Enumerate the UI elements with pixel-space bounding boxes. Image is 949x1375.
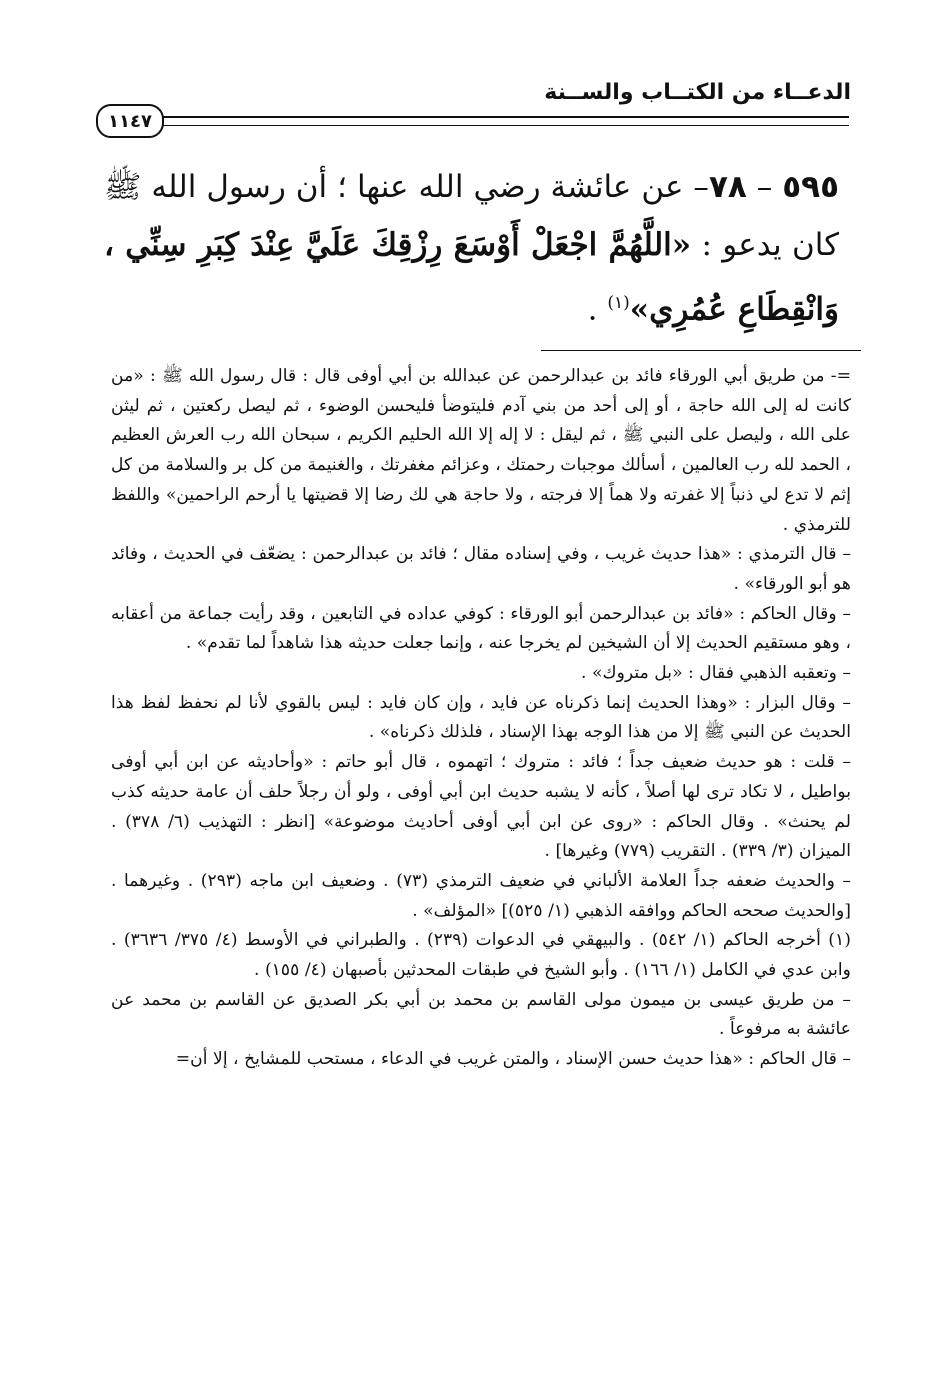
footnote-paragraph: – قال الترمذي : «هذا حديث غريب ، وفي إسناده مقال ؛ فائد بن عبدالرحمن : يضعّف في الحديث ، وفائد هو أبو الورقاء» .	[111, 544, 851, 594]
footnote-paragraph: =- من طريق أبي الورقاء فائد بن عبدالرحمن عن عبدالله بن أبي أوفى قال : قال رسول الله ﷺ : «من كانت له إلى الله حاجة ، أو إلى أحد من بني آدم فليتوضأ فليحسن الوضوء ، ثم ليصل ركعتين ، ثم ليثن على الله ، وليصل على النبي ﷺ ، ثم ليقل : لا إله إلا الله الحليم الكريم ، سبحان الله رب العرش العظيم ، الحمد لله رب العالمين ، أسألك موجبات رحمتك ، وعزائم مغفرتك ، والغنيمة من كل بر والسلامة من كل إثم لا تدع لي ذنباً إلا غفرته ولا هماً إلا فرجته ، ولا حاجة هي لك رضا إلا قضيتها يا أرحم الراحمين» واللفظ للترمذي .	[111, 366, 851, 535]
header-rule	[155, 116, 849, 126]
footnote-paragraph: (١) أخرجه الحاكم (١/ ٥٤٢) . والبيهقي في الدعوات (٢٣٩) . والطبراني في الأوسط (٤/ ٣٧٥/ ٣٦٣٦) . وابن عدي في الكامل (١/ ١٦٦) . وأبو الشيخ في طبقات المحدثين بأصبهان (٤/ ١٥٥) .	[111, 930, 851, 981]
hadith-intro: – عن عائشة رضي الله عنها ؛ أن رسول الله ﷺ كان يدعو :	[104, 169, 839, 263]
hadith-text: ٥٩٥ – ٧٨– عن عائشة رضي الله عنها ؛ أن رسول الله ﷺ كان يدعو : «اللَّهُمَّ اجْعَلْ أَوْسَعَ رِزْقِكَ عَلَيَّ عِنْدَ كِبَرِ سِنِّي ، وَانْقِطَاعِ عُمُرِي»$^{(١)}$ .	[104, 169, 839, 328]
footnote-paragraph: – وتعقبه الذهبي فقال : «بل متروك» .	[581, 663, 851, 684]
footnotes-section	[111, 362, 851, 1075]
dua-text: «اللَّهُمَّ اجْعَلْ أَوْسَعَ رِزْقِكَ عَلَيَّ عِنْدَ كِبَرِ سِنِّي ، وَانْقِطَاعِ عُمُرِي»	[104, 227, 839, 328]
hadith-number: ٥٩٥	[782, 169, 839, 205]
footnote-paragraph: – وقال الحاكم : «فائد بن عبدالرحمن أبو الورقاء : كوفي عداده في التابعين ، وقد رأيت جماعة من أعقابه ، وهو مستقيم الحديث إلا أن الشيخين لم يخرجا عنه ، وإنما جعلت حديثه هذا شاهداً لما تقدم» .	[111, 603, 851, 654]
footnote-paragraph: – من طريق عيسى بن ميمون مولى القاسم بن محمد بن أبي بكر الصديق عن القاسم بن محمد عن عائشة به مرفوعاً .	[111, 989, 851, 1040]
hadith-sub-number: ٧٨	[708, 169, 747, 205]
footnote-paragraph: – قلت : هو حديث ضعيف جداً ؛ فائد : متروك ؛ اتهموه ، قال أبو حاتم : «وأحاديثه عن ابن أبي أوفى بواطيل ، لا تكاد ترى لها أصلاً ، كأنه لا يشبه حديث ابن أبي أوفى ، ولو أن رجلاً حلف أن عامة حديثه كذب لم يحنث» . وقال الحاكم : «روى عن ابن أبي أوفى أحاديث موضوعة» [انظر : التهذيب (٦/ ٣٧٨) . الميزان (٣/ ٣٣٩) . التقريب (٧٧٩) وغيرها] .	[111, 752, 851, 862]
footnote-paragraph: – وقال البزار : «وهذا الحديث إنما ذكرناه عن فايد ، وإن كان فايد : ليس بالقوي لأنا لم نحفظ لفظ هذا الحديث عن النبي ﷺ إلا من هذا الوجه بهذا الإسناد ، فلذلك ذكرناه» .	[111, 692, 851, 743]
footnote-paragraph: – قال الحاكم : «هذا حديث حسن الإسناد ، والمتن غريب في الدعاء ، مستحب للمشايخ ، إلا أن=	[175, 1049, 851, 1070]
footnote-paragraph: – والحديث ضعفه جداً العلامة الألباني في ضعيف الترمذي (٧٣) . وضعيف ابن ماجه (٢٩٣) . وغيرهما . [والحديث صححه الحاكم ووافقه الذهبي (١/ ٥٢٥)] «المؤلف» .	[111, 870, 852, 921]
footnote-marker: (١)	[607, 293, 630, 313]
hadith-closing: .	[587, 291, 608, 328]
footnote-divider	[541, 350, 861, 351]
running-title: الدعــاء من الكتــاب والســنة	[544, 80, 851, 105]
page-number: ١١٤٧	[108, 110, 152, 132]
page-number-badge	[96, 104, 164, 138]
